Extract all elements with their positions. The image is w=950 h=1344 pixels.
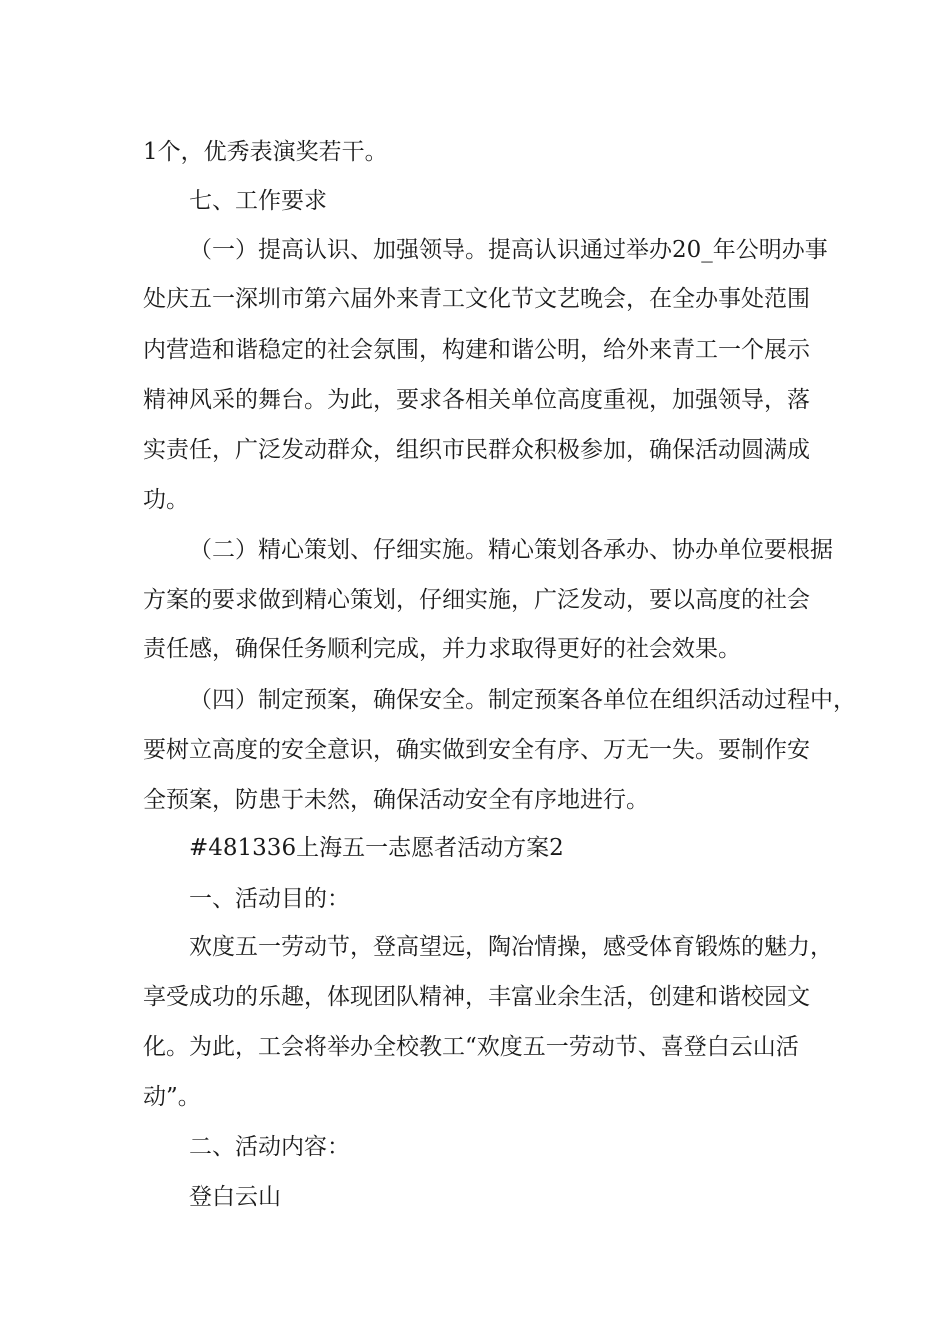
paragraph-line: 功。	[143, 487, 189, 513]
paragraph-line: 要树立高度的安全意识，确实做到安全有序、万无一失。要制作安	[143, 737, 810, 763]
paragraph-line: 内营造和谐稳定的社会氛围，构建和谐公明，给外来青工一个展示	[143, 337, 810, 363]
paragraph-line: 责任感，确保任务顺利完成，并力求取得更好的社会效果。	[143, 636, 741, 662]
paragraph-line: 精神风采的舞台。为此，要求各相关单位高度重视，加强领导，落	[143, 387, 810, 413]
paragraph-line: （四）制定预案，确保安全。制定预案各单位在组织活动过程中，	[189, 687, 856, 713]
paragraph-line: 化。为此，工会将举办全校教工“欢度五一劳动节、喜登白云山活	[143, 1034, 799, 1060]
document-title: #481336上海五一志愿者活动方案2	[189, 835, 564, 861]
paragraph-line: 欢度五一劳动节，登高望远，陶冶情操，感受体育锻炼的魅力，	[189, 934, 833, 960]
paragraph-line: 方案的要求做到精心策划，仔细实施，广泛发动，要以高度的社会	[143, 587, 810, 613]
paragraph-line: 1个，优秀表演奖若干。	[143, 139, 388, 165]
section-heading: 一、活动目的：	[189, 886, 350, 912]
section-heading: 七、工作要求	[189, 188, 327, 214]
paragraph-line: 享受成功的乐趣，体现团队精神，丰富业余生活，创建和谐校园文	[143, 984, 810, 1010]
paragraph-line: （二）精心策划、仔细实施。精心策划各承办、协办单位要根据	[189, 537, 833, 563]
paragraph-line: 处庆五一深圳市第六届外来青工文化节文艺晚会，在全办事处范围	[143, 286, 810, 312]
paragraph-line: 全预案，防患于未然，确保活动安全有序地进行。	[143, 787, 649, 813]
paragraph-line: 实责任，广泛发动群众，组织市民群众积极参加，确保活动圆满成	[143, 437, 810, 463]
paragraph-line: 登白云山	[189, 1184, 281, 1210]
paragraph-line: 动”。	[143, 1084, 201, 1110]
paragraph-line: （一）提高认识、加强领导。提高认识通过举办20_年公明办事	[189, 237, 828, 263]
section-heading: 二、活动内容：	[189, 1134, 350, 1160]
